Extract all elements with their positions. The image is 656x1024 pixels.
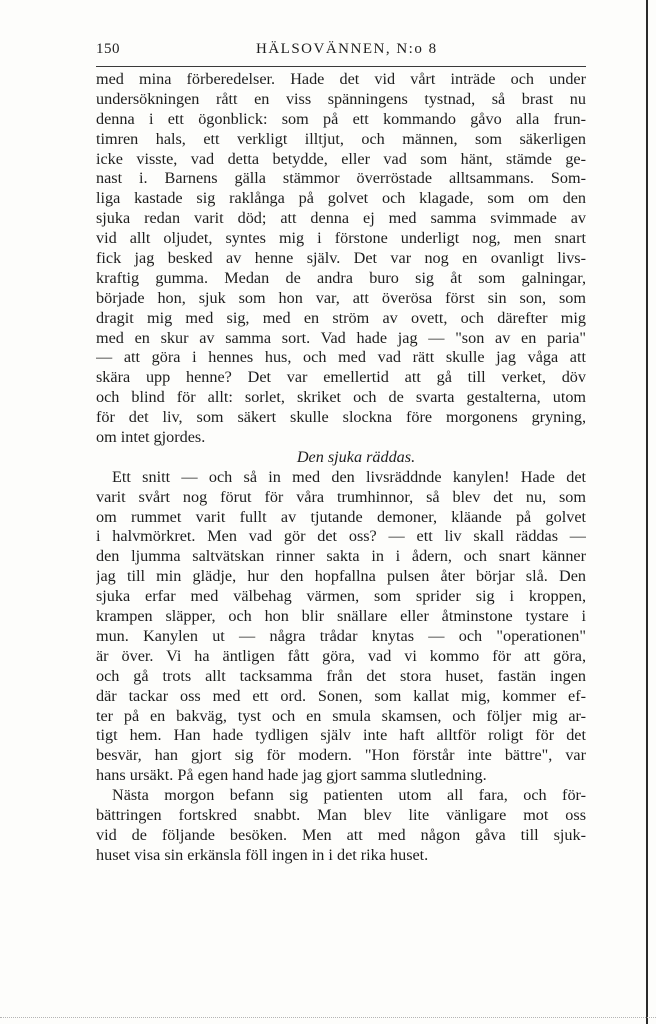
text-line: Nästa morgon befann sig patienten utom all fara, och för- (112, 786, 586, 805)
text-line: tigt hem. Han hade tydligen själv inte haft alltför roligt för det (96, 726, 586, 745)
text-line: — att göra i hennes hus, och med vad rätt skulle jag våga att (96, 348, 586, 367)
text-line: om intet gjordes. (96, 428, 206, 447)
page-header (96, 38, 586, 64)
text-line: mun. Kanylen ut — några trådar knytas — och "operationen" (96, 626, 586, 645)
text-line: hans ursäkt. På egen hand hade jag gjort samma slutledning. (96, 766, 487, 785)
text-line: med mina förberedelser. Hade det vid vårt inträde och under (96, 70, 586, 88)
page-edge-shadow (646, 0, 648, 1024)
text-line: fick jag besked av henne själv. Det var nog en ovanligt livs- (96, 249, 586, 268)
text-line: bättringen fortskred snabbt. Man blev lite vänligare mot oss (96, 805, 586, 824)
body-text (96, 70, 586, 866)
text-line: sjuka erfar med välbehag värmen, som sprider sig i kroppen, (96, 587, 586, 606)
page-number: 150 (96, 41, 120, 57)
text-line: ter på en bakväg, tyst och en smula skamsen, och följer mig ar- (96, 706, 586, 725)
text-line: vid de följande besöken. Men att med någon gåva till sjuk- (96, 825, 586, 844)
text-line: varit svårt nog förut för våra trumhinnor, så blev det nu, som (96, 487, 586, 506)
scan-bottom-edge (0, 1015, 656, 1018)
header-rule (96, 66, 586, 67)
text-line: timren hals, ett verkligt illtjut, och männen, som säkerligen (96, 129, 586, 148)
text-line: jag till min glädje, hur den hopfallna pulsen åter börjar slå. Den (96, 567, 586, 586)
text-line: vid allt oljudet, syntes mig i förstone underligt nog, men snart (96, 229, 586, 248)
running-title: HÄLSOVÄNNEN, N:o 8 (256, 41, 438, 57)
text-line: icke visste, vad detta betydde, eller vad som hänt, stämde ge- (96, 149, 586, 168)
text-line: är över. Vi ha äntligen fått göra, vad vi kommo för att göra, (96, 646, 586, 665)
text-line: och gå trots allt tacksamma från det stora huset, fastän ingen (96, 666, 586, 685)
text-line: kraftig gumma. Medan de andra buro sig åt som galningar, (96, 268, 586, 287)
text-line: Ett snitt — och så in med den livsräddnde kanylen! Hade det (112, 467, 586, 486)
text-line: huset visa sin erkänsla föll ingen in i det rika huset. (96, 845, 429, 864)
text-line: om rummet varit fullt av tjutande demoner, kläande på golvet (96, 507, 586, 526)
text-line: dragit mig med sig, med en ström av ovett, och därefter mig (96, 308, 586, 327)
text-line: sjuka redan varit död; att denna ej med samma svimmade av (96, 209, 586, 228)
text-line: denna i ett ögonblick: som på ett kommando gåvo alla frun- (96, 109, 586, 128)
text-line: började hon, sjuk som hon var, att överösa först sin son, som (96, 288, 586, 307)
text-line: med en skur av samma sort. Vad hade jag — "son av en paria" (96, 328, 586, 347)
text-line: för det liv, som säkert skulle slockna före morgonens gryning, (96, 408, 586, 427)
section-heading: Den sjuka räddas. (296, 447, 416, 466)
text-line: undersökningen rått en viss spänningens tystnad, så brast nu (96, 89, 586, 108)
text-line: och blind för allt: sorlet, skriket och de svarta gestalterna, utom (96, 388, 586, 407)
text-line: liga kastade sig raklånga på golvet och klagade, som om den (96, 189, 586, 208)
text-line: i halvmörkret. Men vad gör det oss? — ett liv skall räddas — (96, 527, 586, 546)
text-line: besvär, han gjort sig för modern. "Hon förstår inte bättre", var (96, 746, 586, 765)
text-line: den ljumma saltvätskan rinner sakta in i ådern, och snart känner (96, 547, 586, 566)
text-line: krampen släpper, och hon blir snällare eller åtminstone tystare i (96, 607, 586, 626)
text-line: skära upp henne? Det var emellertid att gå till verket, döv (96, 368, 586, 387)
text-line: nast i. Barnens gälla stämmor överröstade alltsammans. Som- (96, 169, 586, 188)
text-line: där tackar oss med ett ord. Sonen, som kallat mig, kommer ef- (96, 686, 586, 705)
